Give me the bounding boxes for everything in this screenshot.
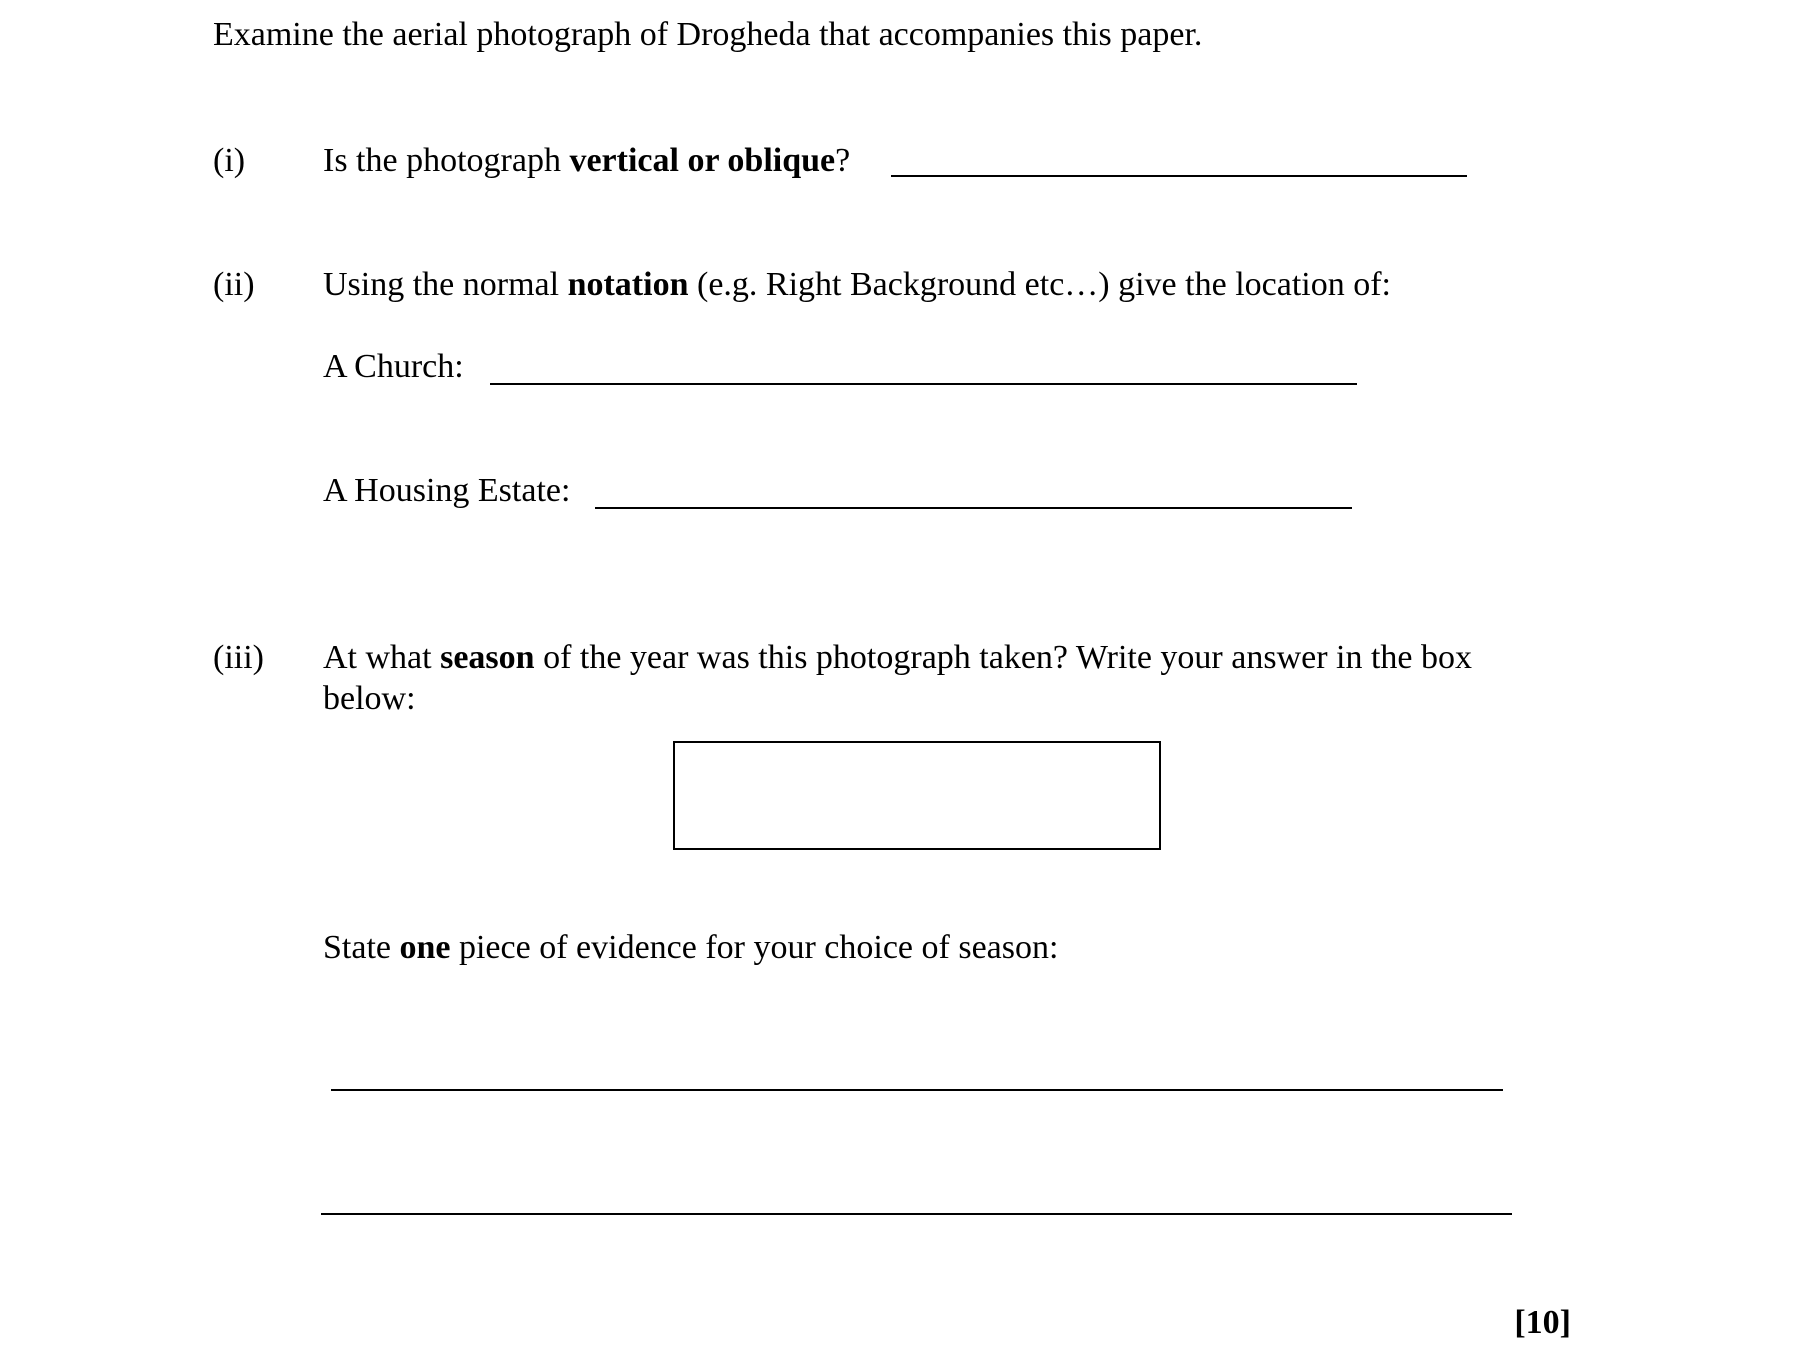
q2-text-after: (e.g. Right Background etc…) give the location of: xyxy=(688,266,1391,303)
q2-text xyxy=(323,265,1391,305)
housing-estate-label: A Housing Estate: xyxy=(323,472,571,509)
q1-number: (i) xyxy=(213,142,246,179)
q2-bold: notation xyxy=(567,266,689,303)
church-answer-line[interactable] xyxy=(490,383,1357,385)
q1-text-after: ? xyxy=(835,142,851,179)
evidence-answer-line-1[interactable] xyxy=(331,1089,1503,1091)
q2-text-before: Using the normal xyxy=(323,266,568,303)
evidence-bold: one xyxy=(399,929,451,966)
q3-text-line2: below: xyxy=(323,680,416,717)
evidence-answer-line-2[interactable] xyxy=(321,1213,1512,1215)
intro-text: Examine the aerial photograph of Drogheda that accompanies this paper. xyxy=(213,16,1203,53)
evidence-after: piece of evidence for your choice of season: xyxy=(450,929,1059,966)
q1-text-before: Is the photograph xyxy=(323,142,570,179)
q3-number: (iii) xyxy=(213,639,264,676)
q3-bold: season xyxy=(440,639,535,676)
season-answer-box[interactable] xyxy=(673,741,1161,850)
marks-total: [10] xyxy=(1514,1304,1571,1341)
q3-text-before: At what xyxy=(323,639,441,676)
q1-answer-line[interactable] xyxy=(891,175,1467,177)
q1-text xyxy=(323,141,850,181)
q2-number: (ii) xyxy=(213,266,255,303)
q3-text-after: of the year was this photograph taken? Write your answer in the box xyxy=(534,639,1473,676)
q1-bold: vertical or oblique xyxy=(569,142,836,179)
q3-text xyxy=(323,638,1472,678)
evidence-prompt xyxy=(323,928,1058,968)
church-label: A Church: xyxy=(323,348,464,385)
housing-estate-answer-line[interactable] xyxy=(595,507,1352,509)
evidence-before: State xyxy=(323,929,400,966)
